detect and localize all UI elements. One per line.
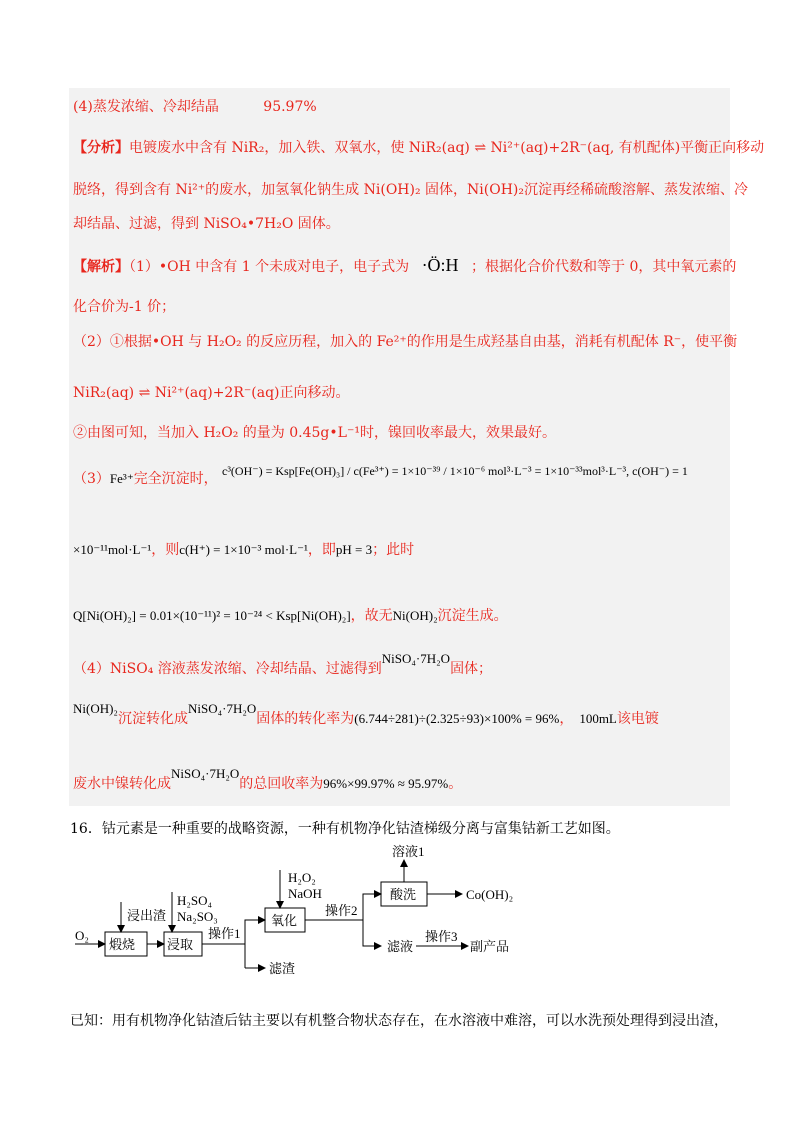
explain-3-line (73, 470, 218, 488)
to-acid-wash-arrow (363, 894, 381, 920)
box-leach-label: 浸取 (167, 937, 194, 952)
filtrate-label: 滤液 (387, 939, 414, 954)
explain-4c-t2: 的总回收率为 (239, 776, 324, 792)
solution1-label: 溶液1 (392, 844, 425, 859)
analysis-line-3: 却结晶、过滤，得到 NiSO₄•7H₂O 固体。 (73, 216, 340, 232)
oh-conc: ×10⁻¹¹mol·L⁻¹ (73, 542, 152, 557)
explain-4b-f1: Ni(OH)₂ (73, 701, 118, 716)
reagent-h2o2: H₂O₂ (288, 870, 316, 885)
analysis-text-1: 电镀废水中含有 NiR₂，加入铁、双氧水，使 NiR₂(aq) ⇌ Ni²⁺(aq)+2R⁻(aq, 有机配体)平衡正向移动 (129, 140, 765, 156)
now-text: ；此时 (372, 542, 415, 558)
electron-formula: ·Ö:H (421, 255, 459, 275)
explain-1-text-b: ；根据化合价代数和等于 0，其中氧元素的 (471, 259, 737, 275)
answer-4-value: 95.97% (263, 99, 317, 115)
explain-4a-text: （4）NiSO₄ 溶液蒸发浓缩、冷却结晶、过滤得到 (73, 661, 382, 677)
analysis-line-2: 脱络，得到含有 Ni²⁺的废水，加氢氧化钠生成 Ni(OH)₂ 固体，Ni(OH)₂沉淀再经稀硫酸溶解、蒸发浓缩、冷 (73, 182, 748, 198)
explain-4b-f3: (6.744÷281)÷(2.325÷93)×100% = 96% (354, 711, 560, 726)
ie-text: ，即 (307, 542, 336, 558)
op2-label: 操作2 (325, 903, 358, 918)
explain-1-line (73, 256, 736, 276)
explain-2a: （2）①根据•OH 与 H₂O₂ 的反应历程，加入的 Fe²⁺的作用是生成羟基自由基，消耗有机配体 R⁻，使平衡 (73, 334, 738, 350)
process-flowchart (70, 840, 540, 990)
analysis-label: 【分析】 (73, 140, 129, 156)
explain-4b-t2: 固体的转化率为 (256, 711, 355, 727)
analysis-line-1 (73, 139, 764, 157)
reagent-naoh: NaOH (288, 886, 322, 901)
explain-3-q (73, 607, 508, 625)
explain-4b-t4: 该电镀 (616, 711, 659, 727)
q-tail-a: ，故无 (350, 608, 393, 624)
explain-4c-f1: NiSO₄·7H₂O (171, 766, 240, 781)
reagent-h2so4: H₂SO₄ (177, 893, 213, 908)
fe3-ion: Fe³⁺ (109, 471, 134, 486)
ph-value: pH = 3 (335, 542, 373, 557)
to-filtrate-arrow (363, 920, 381, 946)
box-acid-wash-label: 酸洗 (390, 887, 417, 902)
byproduct-label: 副产品 (470, 939, 510, 954)
explain-4b-f2: NiSO₄·7H₂O (187, 701, 257, 716)
explain-3-cont (73, 541, 414, 559)
explain-label: 【解析】 (73, 259, 129, 275)
explain-2b: NiR₂(aq) ⇌ Ni²⁺(aq)+2R⁻(aq)正向移动。 (73, 385, 350, 401)
then-text: ，则 (151, 542, 180, 558)
box-oxidize-label: 氧化 (271, 913, 298, 928)
residue-label: 滤渣 (269, 961, 296, 976)
h-conc: c(H⁺) = 1×10⁻³ mol·L⁻¹ (179, 542, 308, 557)
o2-label: O₂ (75, 928, 89, 943)
explain-1c: 化合价为-1 价； (73, 299, 176, 315)
explain-3-text: 完全沉淀时， (133, 471, 218, 487)
question-16: 16．钴元素是一种重要的战略资源，一种有机物净化钴渣梯级分离与富集钴新工艺如图。 (70, 821, 620, 837)
explain-3-formula: c³(OH⁻) = Ksp[Fe(OH)₃] / c(Fe³⁺) = 1×10⁻³⁹ / 1×10⁻⁶ mol³·L⁻³ = 1×10⁻³³mol³·L⁻³, c(OH⁻) = 1 (222, 464, 688, 478)
answer-4 (73, 98, 317, 116)
q-tail-formula: Ni(OH)₂ (392, 608, 438, 623)
explain-4b-f4: 100mL (579, 711, 617, 726)
leach-residue-label: 浸出渣 (127, 908, 167, 923)
reagent-na2so3: Na₂SO₃ (177, 909, 218, 924)
explain-4c-t3: 。 (448, 776, 463, 792)
op3-label: 操作3 (425, 929, 458, 944)
explain-2c: ②由图可知，当加入 H₂O₂ 的量为 0.45g•L⁻¹时，镍回收率最大，效果最好。 (73, 425, 556, 441)
explain-4c (73, 766, 463, 793)
explain-4b (73, 701, 659, 728)
box-roast-label: 煅烧 (109, 937, 136, 952)
explain-4b-t3: ， (559, 711, 574, 727)
explain-4c-t1: 废水中镍转化成 (73, 776, 171, 792)
answer-4-text: (4)蒸发浓缩、冷却结晶 (73, 99, 219, 115)
explain-1-text: （1）•OH 中含有 1 个未成对电子，电子式为 (129, 259, 410, 275)
op1-label: 操作1 (208, 926, 241, 941)
explain-4a-tail: 固体； (450, 661, 493, 677)
explain-4a-formula: NiSO₄·7H₂O (381, 651, 451, 666)
explain-4a (73, 651, 493, 678)
q-tail-c: 沉淀生成。 (437, 608, 508, 624)
product-label: Co(OH)₂ (466, 887, 514, 902)
known-text: 已知：用有机物净化钴渣后钴主要以有机整合物状态存在，在水溶液中难溶，可以水洗预处理得到浸出渣， (70, 1013, 728, 1029)
explain-4b-t1: 沉淀转化成 (117, 711, 188, 727)
explain-4c-f2: 96%×99.97% ≈ 95.97% (323, 776, 449, 791)
explain-3-label: （3） (73, 471, 110, 487)
q-formula: Q[Ni(OH)₂] = 0.01×(10⁻¹¹)² = 10⁻²⁴ < Ksp[Ni(OH)₂] (73, 608, 351, 623)
